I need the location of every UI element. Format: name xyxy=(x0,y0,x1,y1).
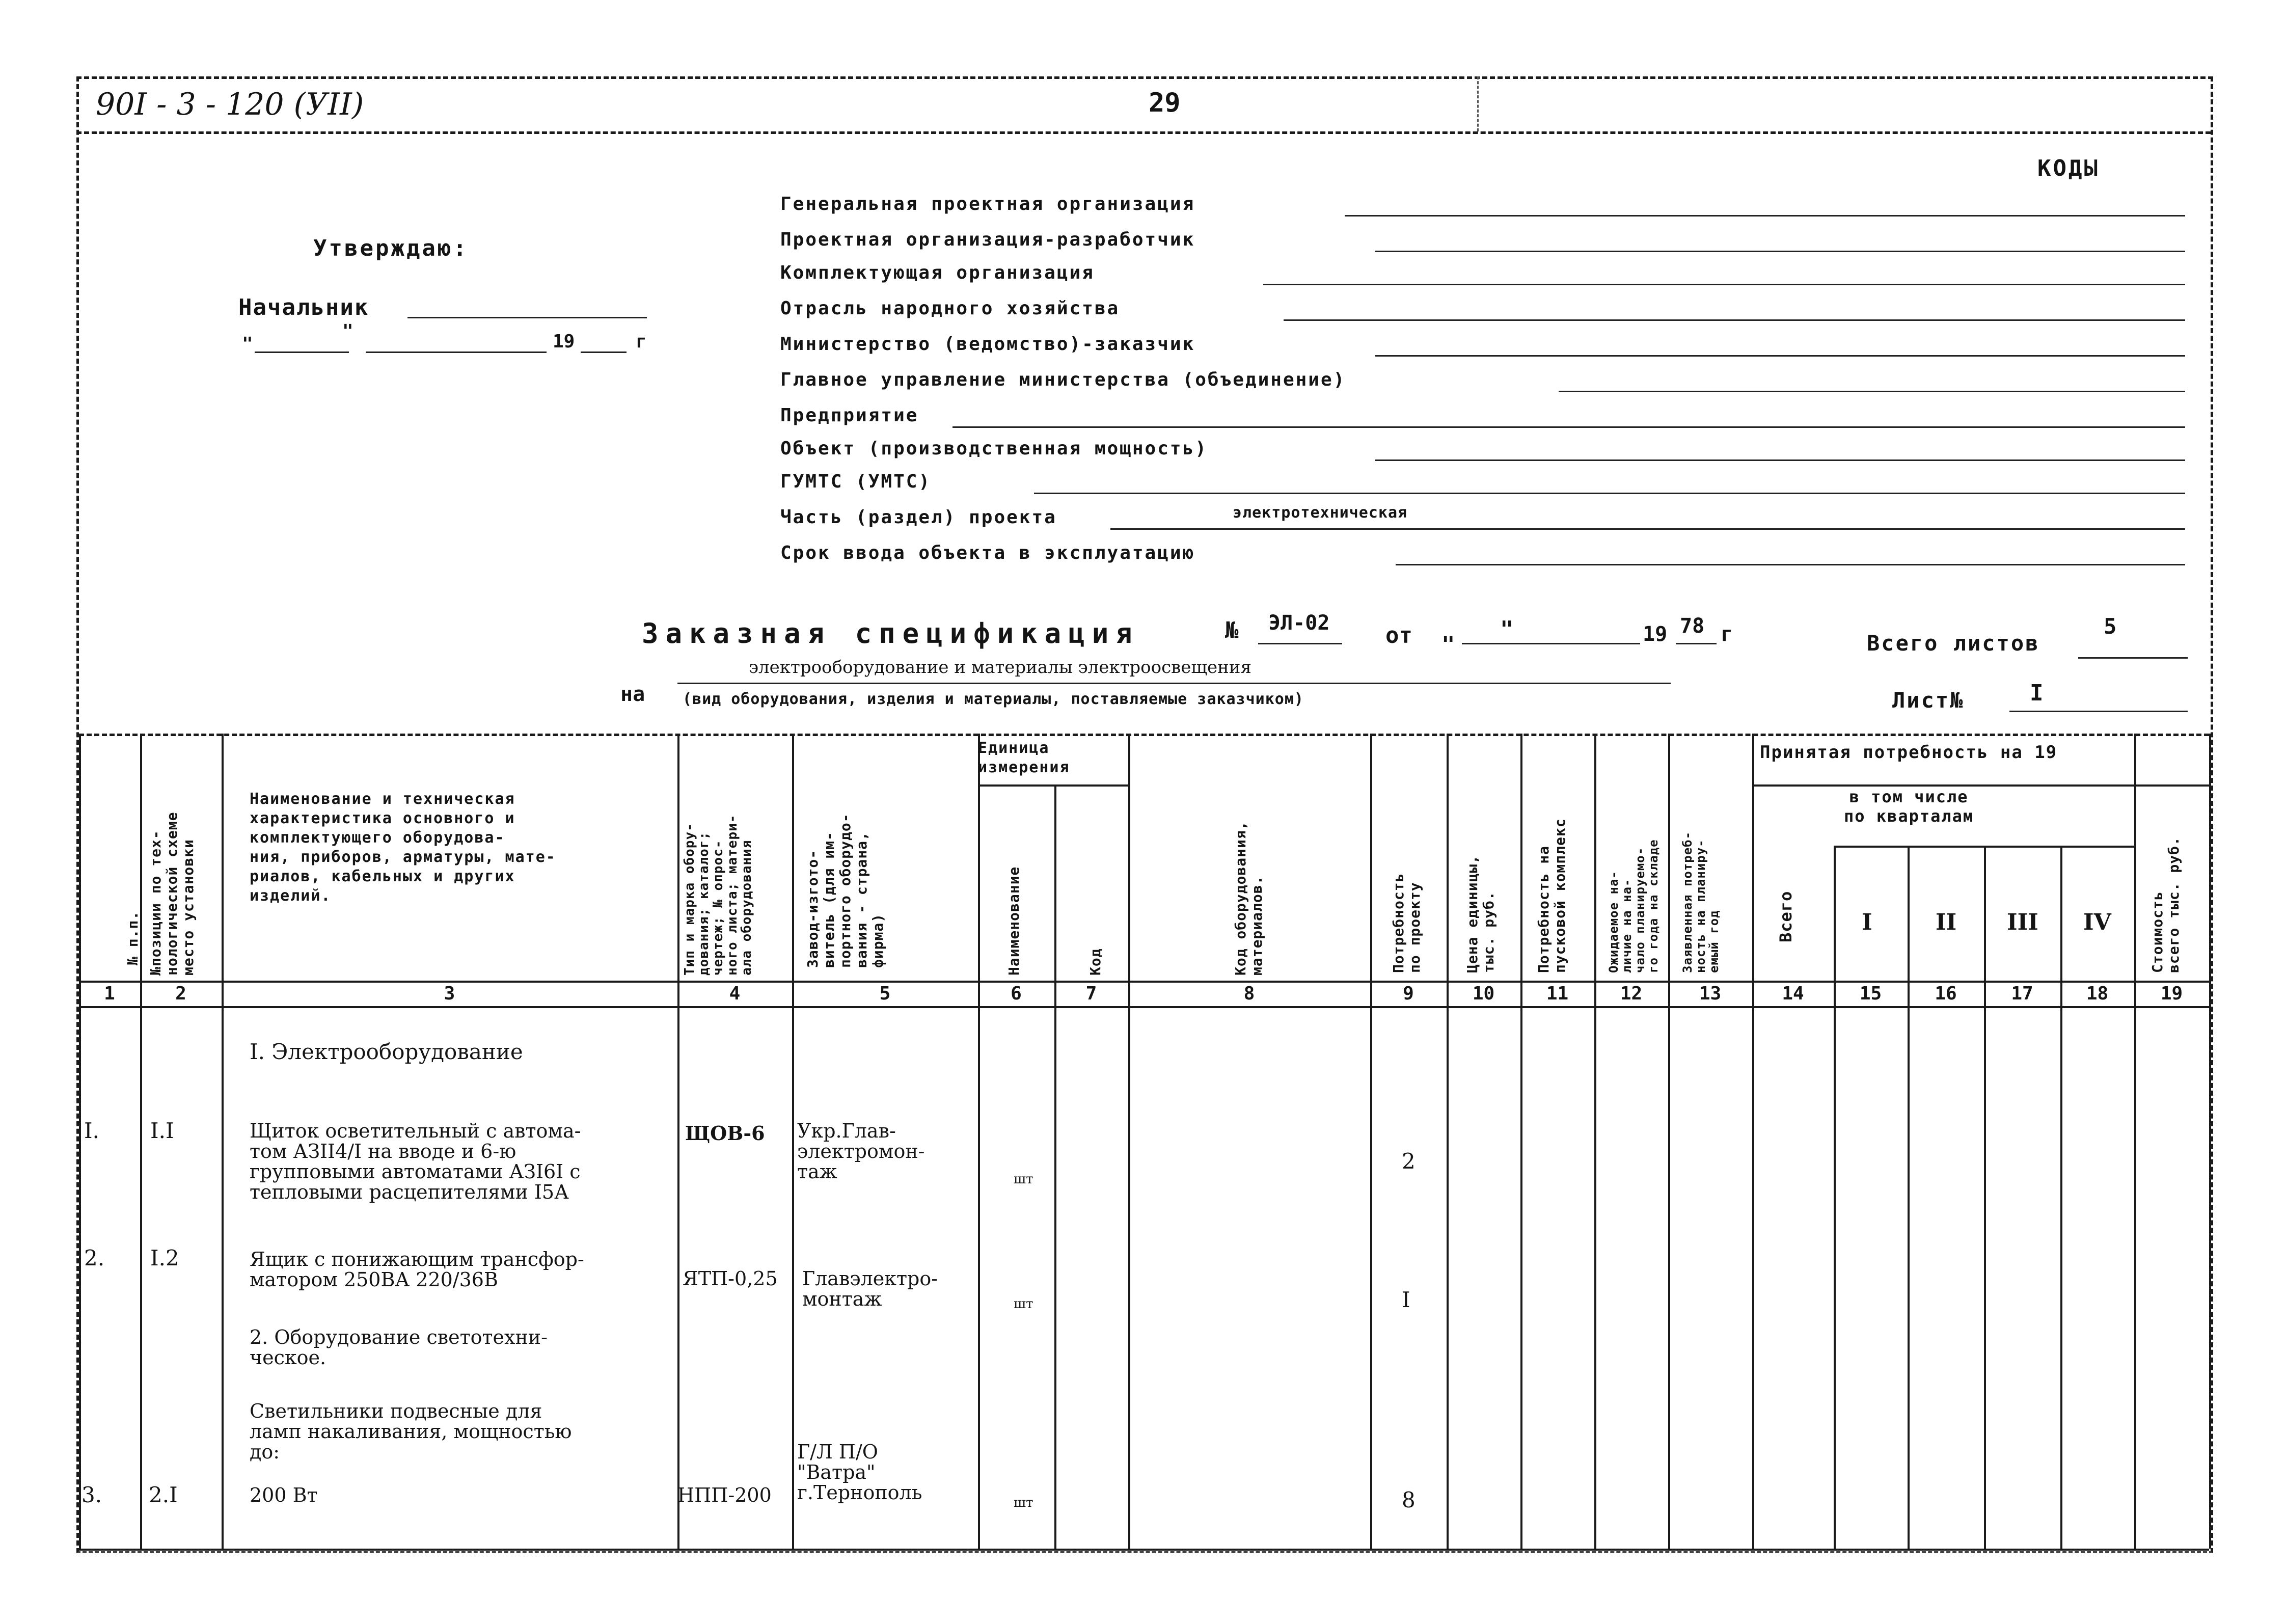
spec-date-line xyxy=(1462,643,1640,644)
field-line xyxy=(1375,459,2185,461)
section-1-title: I. Электрооборудование xyxy=(250,1039,523,1064)
accepted-group-rule xyxy=(1752,784,2209,787)
column-number: 1 xyxy=(104,983,115,1004)
grid-vline xyxy=(1984,846,1986,1549)
spec-year-prefix: 19 xyxy=(1643,622,1668,646)
field-line xyxy=(1396,564,2185,565)
column-number: 10 xyxy=(1472,983,1495,1004)
accepted-header: Принятая потребность на 19 xyxy=(1760,742,2058,763)
row-1-pp: I. xyxy=(84,1118,99,1143)
column-number: 18 xyxy=(2086,983,2109,1004)
row-2-qty: I xyxy=(1402,1287,1410,1312)
col-header-1: № п.п. xyxy=(124,910,141,965)
spec-year-g: г xyxy=(1721,622,1733,646)
codes-label: КОДЫ xyxy=(2037,155,2100,181)
row-2-unit: шт xyxy=(1014,1296,1033,1312)
field-label: Комплектующая организация xyxy=(780,262,1095,283)
colnum-bottom-rule xyxy=(79,1006,2209,1008)
col-header-12: Ожидаемое на- личие на на- чало планируемо- го года на складе xyxy=(1607,839,1661,973)
col-header-5: Завод-изгото- витель (для им- портного оборудо- вания - страна, фирма) xyxy=(804,813,886,968)
chief-label: Начальник xyxy=(238,294,369,320)
grid-vline xyxy=(1752,734,1754,1549)
row-2-name: Ящик с понижающим трансфор- матором 250ВА 220/36В xyxy=(250,1248,584,1291)
spec-title: Заказная спецификация xyxy=(642,617,1139,649)
row-1-maker: Укр.Глав- электромон- таж xyxy=(797,1120,925,1183)
spec-subject-line xyxy=(677,683,1671,684)
field-label: Срок ввода объекта в эксплуатацию xyxy=(780,543,1195,563)
date-year-line xyxy=(581,351,627,353)
field-label: ГУМТС (УМТС) xyxy=(780,471,932,492)
grid-vline xyxy=(1054,784,1056,1549)
col-header-11: Потребность на пусковой комплекс xyxy=(1535,818,1568,973)
field-line xyxy=(1559,391,2185,392)
col-header-4: Тип и марка обору- дования; каталог; чертеж; № опрос- ного листа; матери- ала оборудования xyxy=(682,814,754,976)
row-2-pos: I.2 xyxy=(150,1246,179,1270)
row-3-unit: шт xyxy=(1014,1495,1033,1510)
row-3-pos: 2.I xyxy=(149,1482,178,1507)
col-header-2: №позиции по тех- нологической схеме место установки xyxy=(147,811,197,976)
field-label: Предприятие xyxy=(780,405,919,426)
row-2-maker: Главэлектро- монтаж xyxy=(802,1267,938,1310)
date-open-quote: " xyxy=(242,334,253,355)
col-header-14: Всего xyxy=(1776,890,1795,942)
section-2-title: 2. Оборудование светотехни- ческое. xyxy=(250,1326,548,1369)
column-number: 4 xyxy=(729,983,741,1004)
spec-year: 78 xyxy=(1680,614,1705,638)
row-2-pp: 2. xyxy=(84,1246,105,1270)
total-sheets-value: 5 xyxy=(2104,614,2117,639)
column-number: 15 xyxy=(1859,983,1882,1004)
column-number: 12 xyxy=(1620,983,1643,1004)
grid-vline xyxy=(677,734,679,1549)
unit-group-rule xyxy=(978,784,1128,787)
row-3-name: 200 Вт xyxy=(250,1484,318,1506)
grid-vline xyxy=(1128,734,1130,1549)
quarter-4-header: IV xyxy=(2083,909,2111,935)
grid-vline xyxy=(1447,734,1449,1549)
row-1-qty: 2 xyxy=(1402,1149,1416,1174)
field-line xyxy=(1034,493,2185,494)
quarter-3-header: III xyxy=(2007,909,2038,935)
na-label: на xyxy=(620,683,645,706)
field-line xyxy=(1110,528,2185,530)
row-1-unit: шт xyxy=(1014,1172,1033,1187)
spec-number-line xyxy=(1258,643,1342,644)
grid-vline xyxy=(1834,846,1836,1549)
field-line xyxy=(1345,215,2185,216)
column-number: 8 xyxy=(1243,983,1255,1004)
grid-vline xyxy=(79,734,81,1549)
row-3-pp: 3. xyxy=(81,1482,102,1507)
field-label: Отрасль народного хозяйства xyxy=(780,298,1120,319)
sheet-value: I xyxy=(2030,680,2044,706)
date-year-prefix: 19 xyxy=(553,331,575,352)
header-separator xyxy=(1477,76,1479,131)
row-2-type: ЯТП-0,25 xyxy=(683,1267,778,1290)
field-line xyxy=(953,426,2185,428)
field-line xyxy=(1375,355,2185,357)
col-header-8: Код оборудования, материалов. xyxy=(1232,821,1265,976)
spec-number: ЭЛ-02 xyxy=(1268,611,1330,635)
row-3-qty: 8 xyxy=(1402,1487,1416,1512)
table-bottom-rule xyxy=(79,1549,2209,1551)
total-sheets-label: Всего листов xyxy=(1867,631,2040,656)
unit-group-header: Единица измерения xyxy=(978,739,1070,776)
col-header-3: Наименование и техническая характеристика основного и комплектующего оборудова- ния, приборов, арматуры, мате- риалов, кабельных и других изделий. xyxy=(250,790,556,905)
row-3-type: НПП-200 xyxy=(677,1484,772,1506)
header-divider xyxy=(76,131,2211,134)
quarter-1-header: I xyxy=(1862,909,1872,935)
spec-year-line xyxy=(1676,643,1717,644)
row-3-maker: Г/Л П/О "Ватра" г.Тернополь xyxy=(797,1441,922,1504)
grid-vline xyxy=(1370,734,1372,1549)
column-number: 2 xyxy=(175,983,186,1004)
section-2-subtitle: Светильники подвесные для ламп накаливания, мощностью до: xyxy=(250,1400,572,1463)
column-number: 6 xyxy=(1011,983,1022,1004)
sheet-label: Лист№ xyxy=(1892,688,1965,713)
grid-vline xyxy=(1594,734,1596,1549)
column-number: 11 xyxy=(1546,983,1569,1004)
quarters-rule xyxy=(1834,846,2134,848)
date-day-line xyxy=(255,351,349,353)
grid-vline xyxy=(2060,846,2062,1549)
field-label: Генеральная проектная организация xyxy=(780,194,1195,214)
field-label: Главное управление министерства (объединение) xyxy=(780,369,1346,390)
spec-subject: электрооборудование и материалы электроосвещения xyxy=(749,657,1251,678)
date-close-quote: " xyxy=(342,321,353,342)
sheet-line xyxy=(2009,711,2188,712)
grid-vline xyxy=(2209,734,2211,1549)
column-number: 9 xyxy=(1403,983,1414,1004)
quarter-2-header: II xyxy=(1936,909,1957,935)
grid-vline xyxy=(2134,734,2136,1549)
grid-vline xyxy=(1668,734,1670,1549)
column-number: 14 xyxy=(1782,983,1804,1004)
col-header-7: Код xyxy=(1087,948,1104,976)
date-month-line xyxy=(366,351,547,353)
spec-date-close-quote: " xyxy=(1500,616,1514,642)
spec-from-label: от xyxy=(1385,622,1412,648)
field-label: Проектная организация-разработчик xyxy=(780,229,1195,250)
row-1-name: Щиток осветительный с автома- том АЗII4/I на вводе и 6-ю групповыми автоматами АЗI6I с тепловыми расцепителями I5А xyxy=(250,1120,581,1203)
field-line xyxy=(1284,319,2185,321)
column-number: 5 xyxy=(879,983,891,1004)
grid-vline xyxy=(140,734,142,1549)
column-number: 13 xyxy=(1699,983,1722,1004)
column-number: 3 xyxy=(444,983,455,1004)
field-label: Часть (раздел) проекта xyxy=(780,507,1057,528)
col-header-10: Цена единицы, тыс. руб. xyxy=(1464,854,1497,973)
col-header-9: Потребность по проекту xyxy=(1390,873,1423,973)
grid-vline xyxy=(1908,846,1910,1549)
approve-label: Утверждаю: xyxy=(313,235,469,261)
column-number: 16 xyxy=(1935,983,1957,1004)
chief-signature-line xyxy=(407,317,647,318)
field-line xyxy=(1375,251,2185,252)
spec-number-label: № xyxy=(1225,617,1239,643)
column-number: 19 xyxy=(2160,983,2183,1004)
col-header-19: Стоимость всего тыс. руб. xyxy=(2149,836,2182,973)
table-top-border xyxy=(79,734,2209,736)
col-header-6: Наименование xyxy=(1005,866,1022,976)
grid-vline xyxy=(792,734,794,1549)
column-number: 17 xyxy=(2011,983,2033,1004)
grid-vline xyxy=(222,734,224,1549)
field-value: электротехническая xyxy=(1233,504,1408,522)
grid-vline xyxy=(1520,734,1522,1549)
column-number: 7 xyxy=(1085,983,1097,1004)
date-year-g: г xyxy=(636,331,647,352)
field-label: Министерство (ведомство)-заказчик xyxy=(780,334,1195,355)
doc-number: 90I - 3 - 120 (УII) xyxy=(96,87,364,122)
row-1-type: ЩОВ-6 xyxy=(685,1122,765,1145)
grid-vline xyxy=(978,734,980,1549)
row-1-pos: I.I xyxy=(150,1118,174,1143)
quarters-header: в том числе по кварталам xyxy=(1844,787,1974,826)
colnum-top-rule xyxy=(79,981,2209,983)
spec-subject-note: (вид оборудования, изделия и материалы, поставляемые заказчиком) xyxy=(683,690,1304,708)
col-header-13: Заявленная потреб- ность на планиру- емый год xyxy=(1680,831,1721,973)
page-number: 29 xyxy=(1149,88,1181,118)
spec-date-open-quote: " xyxy=(1441,632,1455,658)
field-line xyxy=(1263,284,2185,285)
field-label: Объект (производственная мощность) xyxy=(780,438,1208,459)
total-sheets-line xyxy=(2078,657,2188,659)
